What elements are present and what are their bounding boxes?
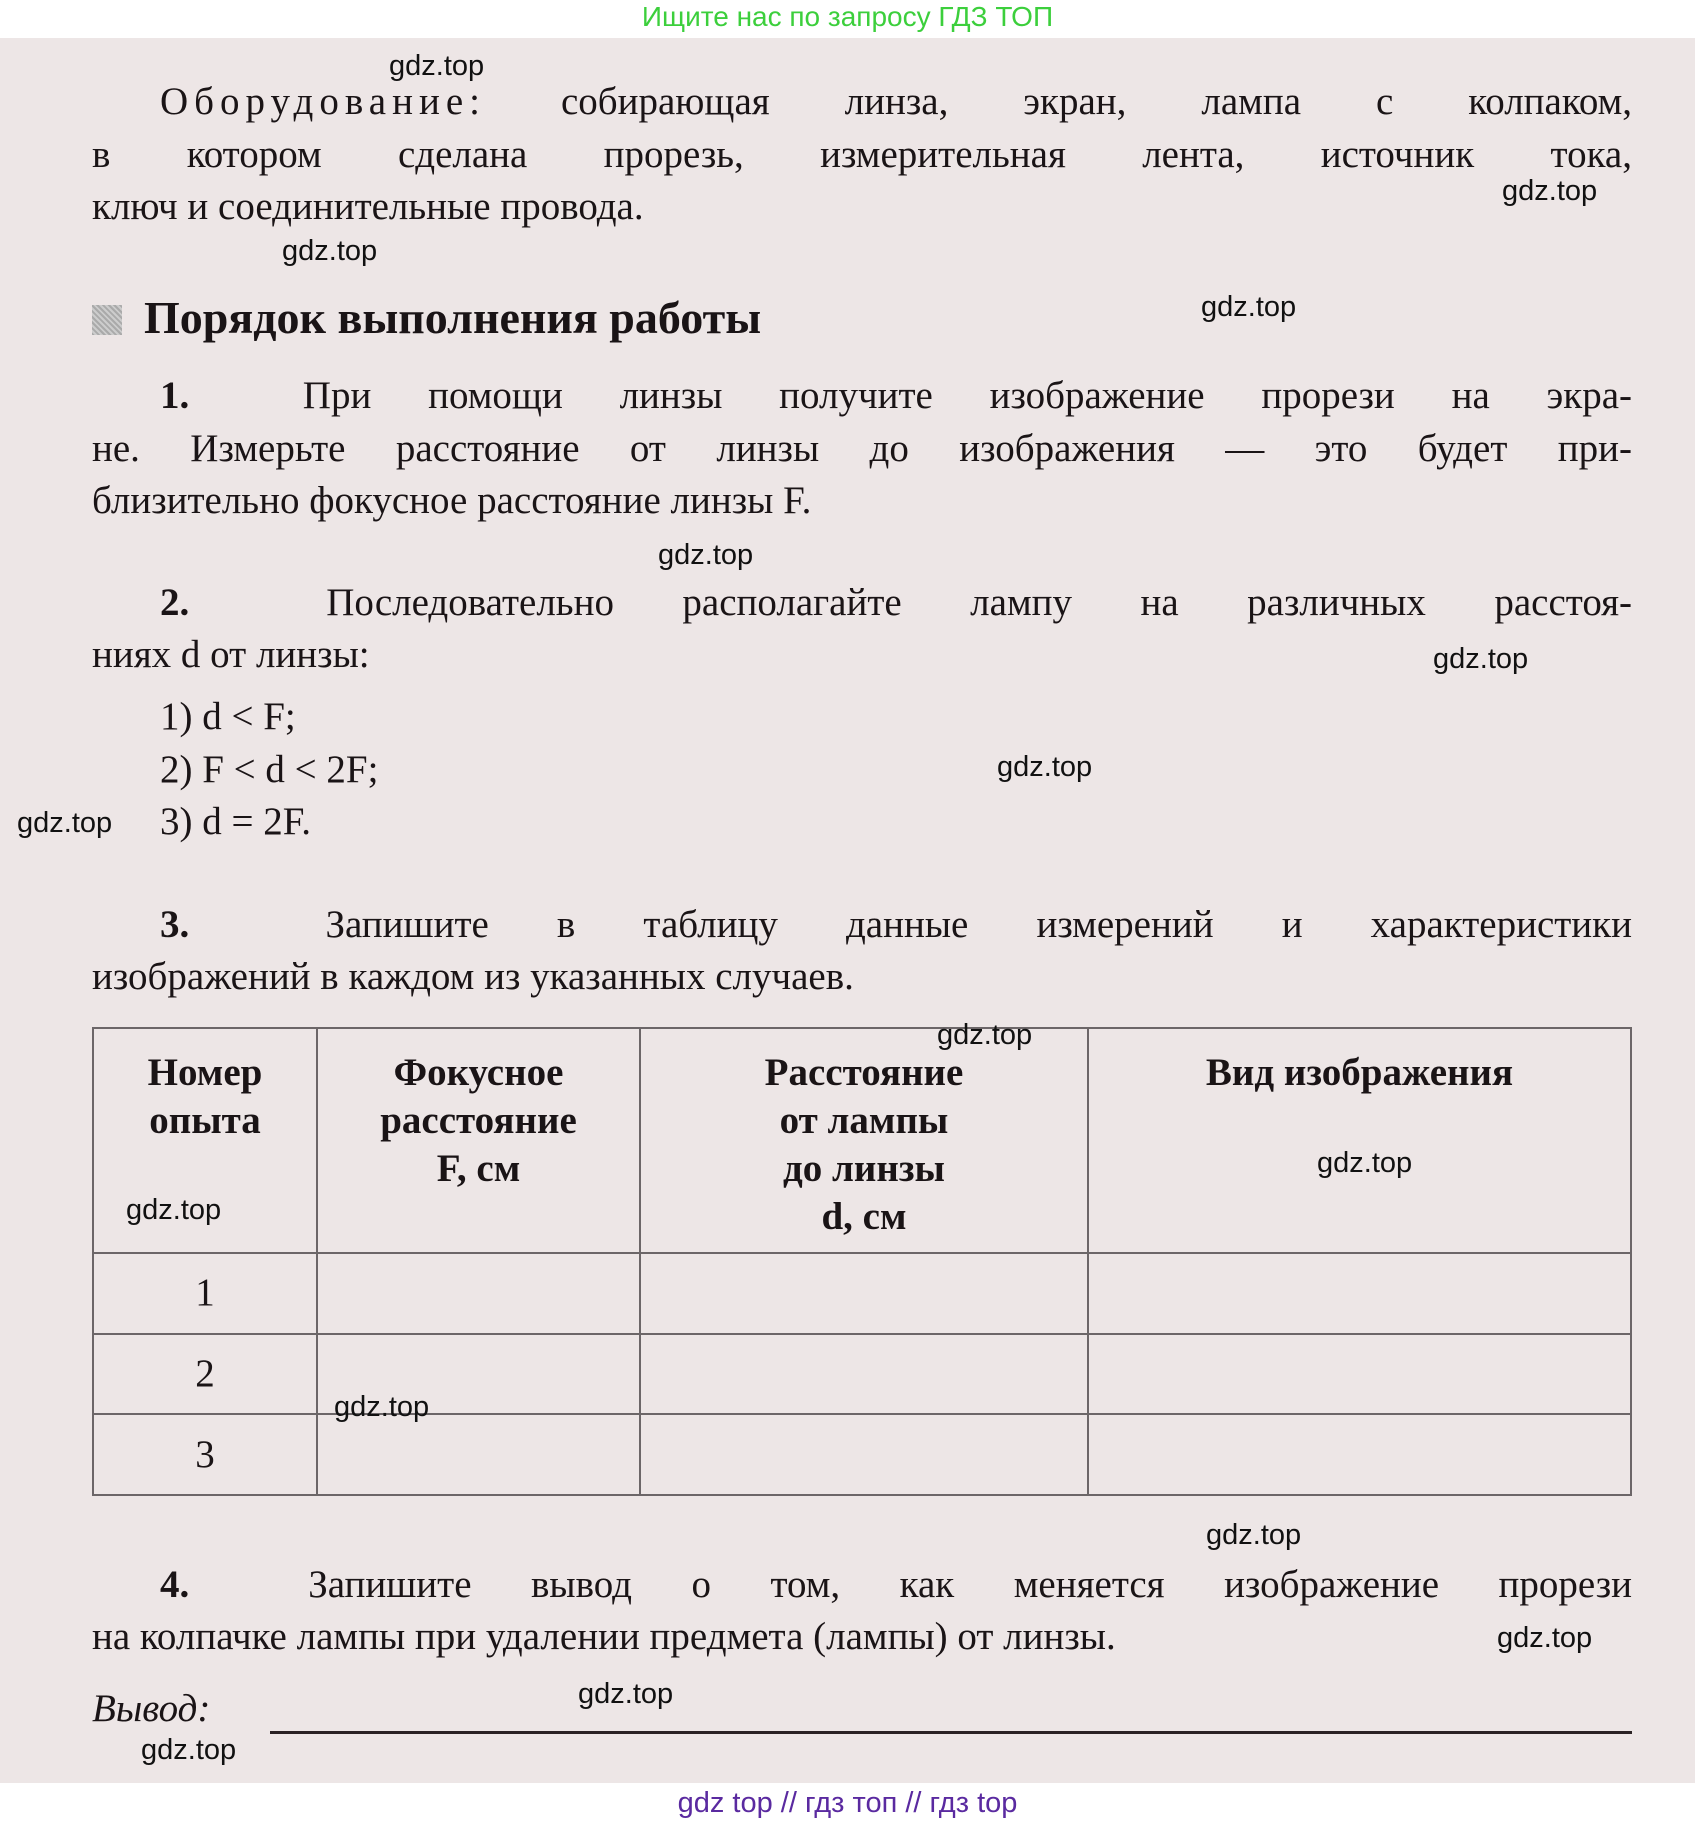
watermark: gdz.top (1201, 291, 1297, 323)
heading-text: Порядок выполнения работы (144, 292, 762, 343)
header-experiment-number: Номер опыта (93, 1028, 317, 1253)
step-2-line-2: ниях d от линзы: (92, 633, 370, 676)
table-header-row (93, 1028, 1631, 1253)
watermark: gdz.top (282, 235, 378, 267)
watermark: gdz.top (1497, 1622, 1593, 1654)
focal-cell[interactable] (317, 1414, 640, 1495)
watermark: gdz.top (578, 1678, 674, 1710)
image-type-cell[interactable] (1088, 1253, 1631, 1334)
image-type-cell[interactable] (1088, 1334, 1631, 1415)
watermark: gdz.top (658, 539, 754, 571)
watermark: gdz.top (997, 751, 1093, 783)
row-number: 1 (93, 1253, 317, 1334)
step-2-line-1 (160, 577, 1632, 629)
step-number: 4. (160, 1563, 190, 1606)
watermark: gdz.top (1502, 175, 1598, 207)
row-number: 3 (93, 1414, 317, 1495)
image-type-cell[interactable] (1088, 1414, 1631, 1495)
case-1: 1) d < F; (160, 695, 296, 738)
step-3-line-2: изображений в каждом из указанных случаев. (92, 955, 854, 998)
heading-square-icon (92, 305, 122, 335)
watermark: gdz.top (1206, 1519, 1302, 1551)
table-row (93, 1253, 1631, 1334)
header-focal-length: Фокусное расстояние F, см (317, 1028, 640, 1253)
header-image-type: Вид изображения (1088, 1028, 1631, 1253)
watermark: gdz.top (141, 1734, 237, 1766)
focal-cell[interactable] (317, 1253, 640, 1334)
table-row (93, 1414, 1631, 1495)
table-row (93, 1334, 1631, 1415)
watermark: gdz.top (334, 1391, 430, 1423)
step-3-line-1 (160, 899, 1632, 951)
step-1-line-3: близительно фокусное расстояние линзы F. (92, 479, 812, 522)
search-banner: Ищите нас по запросу ГДЗ ТОП (641, 1, 1054, 32)
distance-cell[interactable] (640, 1253, 1088, 1334)
step-number: 1. (160, 374, 190, 417)
step-4-line-1 (160, 1559, 1632, 1611)
watermark: gdz.top (1317, 1147, 1413, 1179)
equipment-line-1 (160, 76, 1632, 128)
step-text: При помощи линзы получите изображение прорези на экра- (302, 374, 1633, 417)
equipment-text: собирающая линза, экран, лампа с колпаком, (560, 80, 1633, 123)
step-number: 3. (160, 903, 190, 946)
step-1-line-2: не. Измерьте расстояние от линзы до изображения — это будет при- (92, 427, 1632, 470)
conclusion-answer-line[interactable] (270, 1731, 1632, 1734)
watermark: gdz.top (17, 807, 113, 839)
step-4-line-2: на колпачке лампы при удалении предмета (лампы) от линзы. (92, 1615, 1116, 1658)
equipment-label: Оборудование: (160, 80, 486, 123)
distance-cell[interactable] (640, 1334, 1088, 1415)
step-text: Запишите в таблицу данные измерений и характеристики (325, 903, 1632, 946)
step-number: 2. (160, 581, 190, 624)
case-3: 3) d = 2F. (160, 800, 312, 843)
watermark: gdz.top (126, 1194, 222, 1226)
section-heading (92, 290, 761, 346)
watermark: gdz.top (1433, 643, 1529, 675)
equipment-line-2: в котором сделана прорезь, измерительная лента, источник тока, (92, 133, 1632, 176)
header-distance: Расстояние от лампы до линзы d, см (640, 1028, 1088, 1253)
measurements-table (92, 1027, 1632, 1496)
step-1-line-1 (160, 370, 1632, 422)
step-text: Последовательно располагайте лампу на различных расстоя- (326, 581, 1633, 624)
equipment-line-3: ключ и соединительные провода. (92, 185, 644, 228)
distance-cell[interactable] (640, 1414, 1088, 1495)
row-number: 2 (93, 1334, 317, 1415)
step-text: Запишите вывод о том, как меняется изображение прорези (308, 1563, 1632, 1606)
case-2: 2) F < d < 2F; (160, 748, 379, 791)
watermark: gdz.top (389, 50, 485, 82)
watermark: gdz.top (937, 1019, 1033, 1051)
footer-watermark: gdz top // гдз топ // гдз top (677, 1787, 1018, 1819)
conclusion-label: Вывод: (92, 1687, 211, 1730)
